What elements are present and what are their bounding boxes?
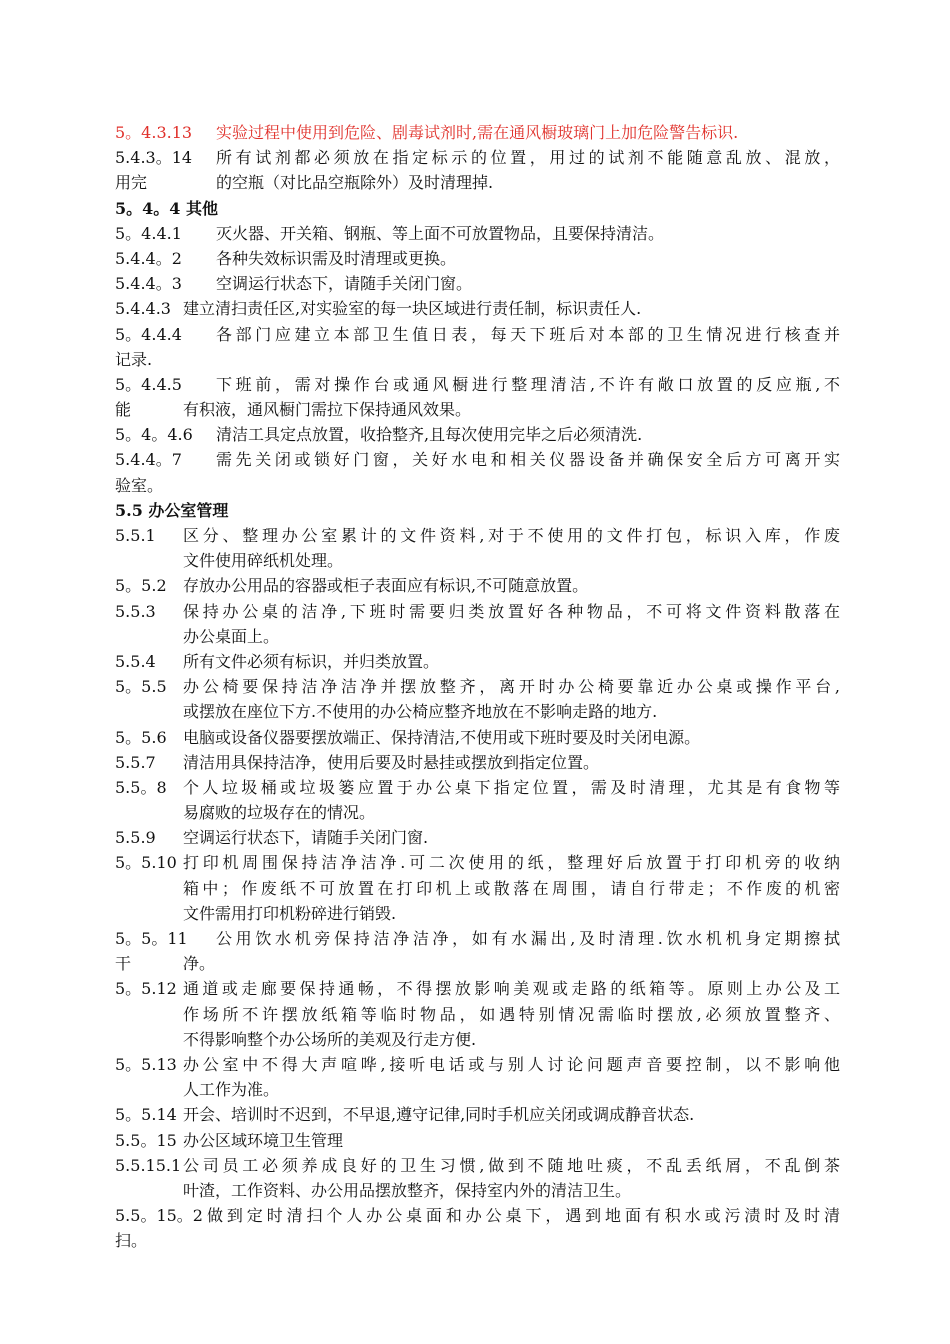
clause-number: 验室。 [115, 475, 164, 495]
clause-text: 电脑或设备仪器要摆放端正、保持清洁,不使用或下班时要及时关闭电源。 [183, 727, 701, 747]
clause-text: 办公桌面上。 [183, 626, 280, 646]
text-line [115, 221, 840, 246]
clause-text: 清洁用具保持洁净，使用后要及时悬挂或摆放到指定位置。 [183, 752, 600, 772]
text-line [115, 120, 840, 145]
text-line [115, 951, 840, 976]
text-line [115, 750, 840, 775]
clause-text: 箱中；作废纸不可放置在打印机上或散落在周围，请自行带走；不作废的机密 [183, 878, 840, 898]
clause-number: 5.4.4。3 [115, 274, 182, 294]
text-line [115, 422, 840, 447]
clause-number: 5.5.9 [115, 828, 156, 848]
text-line [115, 296, 840, 321]
clause-number: 5。5.2 [115, 576, 167, 596]
clause-text: 所有文件必须有标识，并归类放置。 [183, 651, 440, 671]
clause-text: 办公室中不得大声喧哗,接听电话或与别人讨论问题声音要控制，以不影响他 [183, 1054, 840, 1074]
text-line [115, 725, 840, 750]
clause-text: 办公区域环境卫生管理 [183, 1130, 344, 1150]
clause-number: 5.5。15。2 [115, 1206, 203, 1226]
clause-text: 办公椅要保持洁净洁净并摆放整齐，离开时办公椅要靠近办公桌或操作平台, [183, 677, 840, 697]
clause-number: 5。4.4.1 [115, 223, 182, 243]
clause-text: 叶渣，工作资料、办公用品摆放整齐，保持室内外的清洁卫生。 [183, 1180, 632, 1200]
text-line [115, 1128, 840, 1153]
clause-text: 作场所不许摆放纸箱等临时物品，如遇特别情况需临时摆放,必须放置整齐、 [183, 1004, 840, 1024]
text-line [115, 876, 840, 901]
text-line [115, 523, 840, 548]
clause-number: 能 [115, 400, 132, 420]
clause-number: 5.4.4.3 [115, 299, 171, 319]
text-line [115, 246, 840, 271]
clause-text: 净。 [183, 954, 216, 974]
text-line [115, 573, 840, 598]
clause-number: 5。5.12 [115, 979, 177, 999]
clause-text: 个人垃圾桶或垃圾篓应置于办公桌下指定位置，需及时清理，尤其是有食物等 [183, 777, 840, 797]
text-line [115, 775, 840, 800]
clause-number: 5。4.4.5 [115, 374, 182, 394]
text-line [115, 825, 840, 850]
clause-number: 5.5.4 [115, 651, 156, 671]
clause-text: 通道或走廊要保持通畅，不得摆放影响美观或走路的纸箱等。原则上办公及工 [183, 979, 840, 999]
clause-number: 5.5.3 [115, 601, 156, 621]
clause-text: 区分、整理办公室累计的文件资料,对于不使用的文件打包，标识入库，作废 [183, 526, 840, 545]
text-line [115, 1027, 840, 1052]
clause-text: 文件需用打印机粉碎进行销毁. [183, 903, 397, 923]
text-line [115, 901, 840, 926]
text-line [115, 1102, 840, 1127]
clause-number: 5。5.6 [115, 727, 167, 747]
text-line [115, 347, 840, 372]
clause-number: 5.5.1 [115, 526, 156, 545]
text-line [115, 498, 840, 523]
clause-text: 易腐败的垃圾存在的情况。 [183, 803, 376, 823]
clause-number: 5.5 办公室管理 [115, 500, 229, 520]
clause-number: 5。5.14 [115, 1105, 177, 1125]
text-line [115, 271, 840, 296]
text-line [115, 599, 840, 624]
clause-text: 文件使用碎纸机处理。 [183, 551, 344, 571]
text-line [115, 976, 840, 1001]
clause-text: 做到定时清扫个人办公桌面和办公桌下，遇到地面有积水或污渍时及时清 [207, 1206, 840, 1226]
text-line [115, 447, 840, 472]
text-line [115, 145, 840, 170]
clause-text: 公司员工必须养成良好的卫生习惯,做到不随地吐痰，不乱丢纸屑，不乱倒茶 [183, 1155, 840, 1175]
text-line [115, 473, 840, 498]
clause-text: 人工作为准。 [183, 1080, 280, 1100]
text-line [115, 624, 840, 649]
text-line [115, 926, 840, 951]
clause-number: 5。4。4.6 [115, 425, 193, 445]
text-line [115, 850, 840, 875]
clause-number: 5.4.4。7 [115, 450, 182, 470]
clause-text: 各种失效标识需及时清理或更换。 [216, 248, 457, 268]
text-line [115, 1178, 840, 1203]
clause-text: 各部门应建立本部卫生值日表，每天下班后对本部的卫生情况进行核查并 [216, 324, 840, 344]
clause-text: 清洁工具定点放置，收拾整齐,且每次使用完毕之后必须清洗. [216, 425, 643, 445]
clause-text: 空调运行状态下，请随手关闭门窗. [183, 828, 429, 848]
clause-number: 5。4。4 其他 [115, 198, 218, 218]
text-line [115, 1153, 840, 1178]
text-line [115, 699, 840, 724]
clause-text: 保持办公桌的洁净,下班时需要归类放置好各种物品，不可将文件资料散落在 [183, 601, 840, 621]
clause-number: 5.4.4。2 [115, 248, 182, 268]
text-line [115, 674, 840, 699]
clause-text: 开会、培训时不迟到，不早退,遵守记律,同时手机应关闭或调成静音状态. [183, 1105, 695, 1125]
clause-number: 扫。 [115, 1231, 148, 1251]
text-line [115, 1052, 840, 1077]
clause-text: 存放办公用品的容器或柜子表面应有标识,不可随意放置。 [183, 576, 589, 596]
document-body [115, 120, 840, 1253]
clause-number: 用完 [115, 173, 148, 193]
clause-number: 5.5.7 [115, 752, 156, 772]
text-line [115, 1077, 840, 1102]
clause-number: 记录. [115, 349, 153, 369]
clause-number: 5。4.3.13 [115, 123, 193, 142]
clause-number: 5。4.4.4 [115, 324, 182, 344]
clause-number: 干 [115, 954, 132, 974]
clause-number: 5。5.5 [115, 677, 167, 697]
text-line [115, 800, 840, 825]
text-line [115, 548, 840, 573]
clause-text: 的空瓶（对比品空瓶除外）及时清理掉. [216, 173, 494, 193]
clause-number: 5.5。8 [115, 777, 167, 797]
clause-text: 下班前，需对操作台或通风橱进行整理清洁,不许有敞口放置的反应瓶,不 [216, 374, 840, 394]
text-line [115, 322, 840, 347]
clause-text: 打印机周围保持洁净洁净.可二次使用的纸，整理好后放置于打印机旁的收纳 [183, 853, 840, 873]
text-line [115, 196, 840, 221]
text-line [115, 397, 840, 422]
clause-text: 或摆放在座位下方.不使用的办公椅应整齐地放在不影响走路的地方. [183, 702, 658, 722]
clause-number: 5。5.10 [115, 853, 177, 873]
clause-text: 所有试剂都必须放在指定标示的位置，用过的试剂不能随意乱放、混放， [216, 148, 840, 168]
text-line [115, 649, 840, 674]
clause-text: 有积液，通风橱门需拉下保持通风效果。 [183, 400, 472, 420]
clause-text: 空调运行状态下，请随手关闭门窗。 [216, 274, 473, 294]
clause-number: 5.5。15 [115, 1130, 177, 1150]
clause-text: 实验过程中使用到危险、剧毒试剂时,需在通风橱玻璃门上加危险警告标识. [216, 123, 739, 142]
clause-text: 公用饮水机旁保持洁净洁净，如有水漏出,及时清理.饮水机机身定期擦拭 [216, 929, 840, 948]
clause-text: 灭火器、开关箱、钢瓶、等上面不可放置物品，且要保持清洁。 [216, 223, 665, 243]
clause-number: 5.5.15.1 [115, 1155, 182, 1175]
clause-text: 建立清扫责任区,对实验室的每一块区域进行责任制，标识责任人. [183, 299, 642, 319]
clause-text: 需先关闭或锁好门窗，关好水电和相关仪器设备并确保安全后方可离开实 [216, 450, 840, 470]
clause-number: 5.4.3。14 [115, 148, 193, 168]
text-line [115, 372, 840, 397]
text-line [115, 170, 840, 195]
clause-number: 5。5。11 [115, 929, 188, 948]
text-line [115, 1228, 840, 1253]
text-line [115, 1203, 840, 1228]
clause-number: 5。5.13 [115, 1054, 177, 1074]
clause-text: 不得影响整个办公场所的美观及行走方便. [183, 1029, 477, 1049]
text-line [115, 1002, 840, 1027]
